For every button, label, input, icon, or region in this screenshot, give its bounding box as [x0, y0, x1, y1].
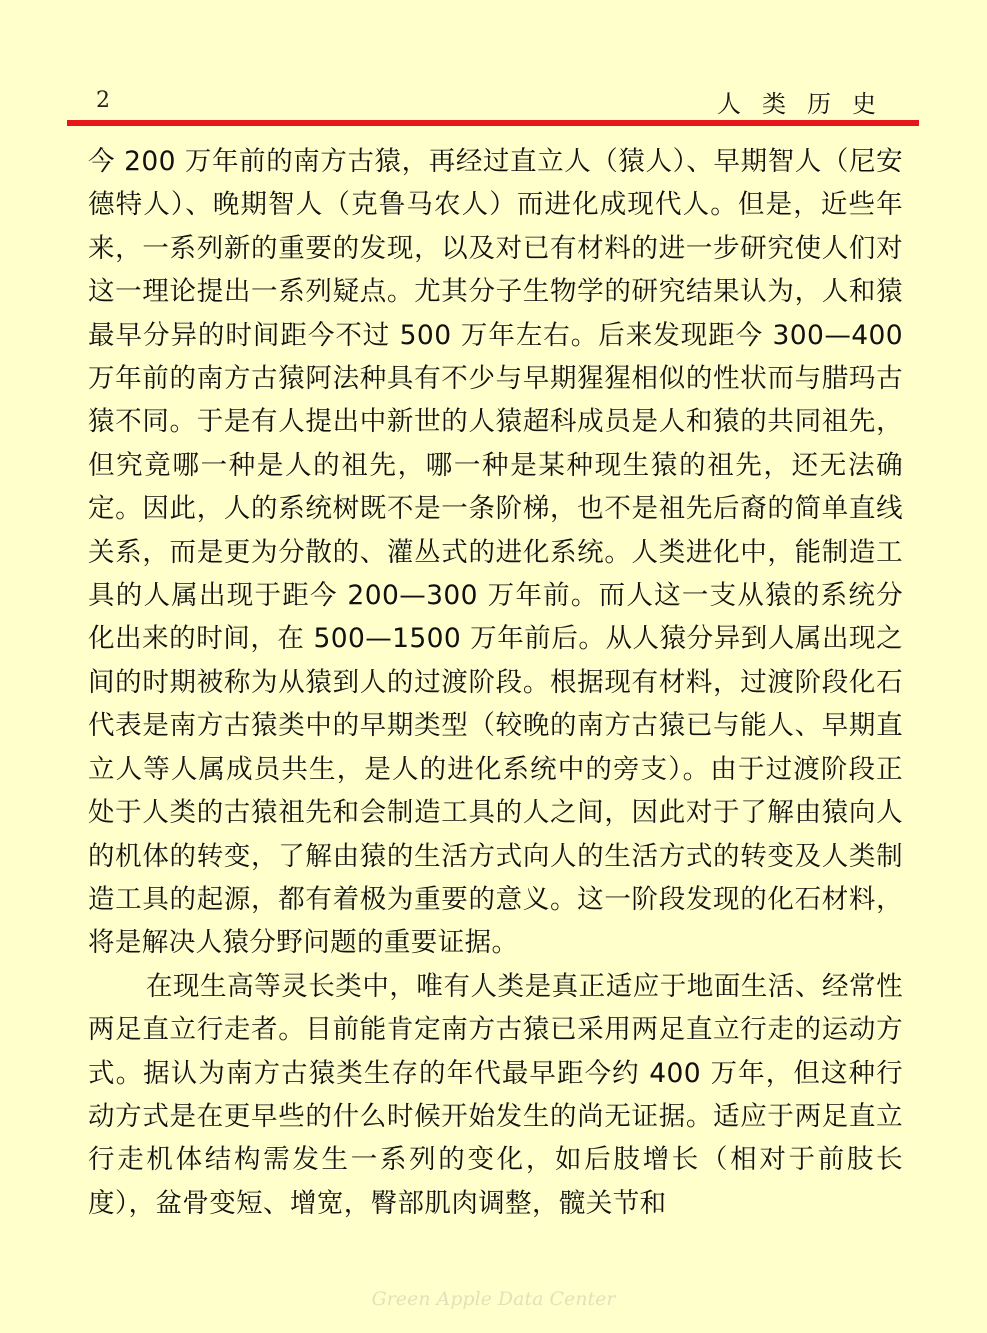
header-rule [67, 120, 919, 126]
paragraph-1: 今 200 万年前的南方古猿，再经过直立人（猿人）、早期智人（尼安德特人）、晚期智人（克鲁马农人）而进化成现代人。但是，近些年来，一系列新的重要的发现，以及对已有材料的进一步研究使人们对这一理论提出一系列疑点。尤其分子生物学的研究结果认为，人和猿最早分异的时间距今不过 500 万年左右。后来发现距今 300—400 万年前的南方古猿阿法种具有不少与早期猩猩相似的性状而与腊玛古猿不同。于是有人提出中新世的人猿超科成员是人和猿的共同祖先，但究竟哪一种是人的祖先，哪一种是某种现生猿的祖先，还无法确定。因此，人的系统树既不是一条阶梯，也不是祖先后裔的简单直线关系，而是更为分散的、灌丛式的进化系统。人类进化中，能制造工具的人属出现于距今 200—300 万年前。而人这一支从猿的系统分化出来的时间，在 500—1500 万年前后。从人猿分异到人属出现之间的时期被称为从猿到人的过渡阶段。根据现有材料，过渡阶段化石代表是南方古猿类中的早期类型（较晚的南方古猿已与能人、早期直立人等人属成员共生，是人的进化系统中的旁支）。由于过渡阶段正处于人类的古猿祖先和会制造工具的人之间，因此对于了解由猿向人的机体的转变，了解由猿的生活方式向人的生活方式的转变及人类制造工具的起源，都有着极为重要的意义。这一阶段发现的化石材料，将是解决人猿分野问题的重要证据。 [88, 146, 903, 959]
paragraph-2: 在现生高等灵长类中，唯有人类是真正适应于地面生活、经常性两足直立行走者。目前能肯定南方古猿已采用两足直立行走的运动方式。据认为南方古猿类生存的年代最早距今约 400 万年，但这种行动方式是在更早些的什么时候开始发生的尚无证据。适应于两足直立行走机体结构需发生一系列的变化，如后肢增长（相对于前肢长度），盆骨变短、增宽，臀部肌肉调整，髋关节和 [88, 970, 903, 1219]
running-header-title: 人类历史 [717, 90, 897, 118]
body-text [88, 140, 903, 1225]
page-number: 2 [96, 88, 110, 113]
footer-watermark: Green Apple Data Center [371, 1288, 616, 1310]
